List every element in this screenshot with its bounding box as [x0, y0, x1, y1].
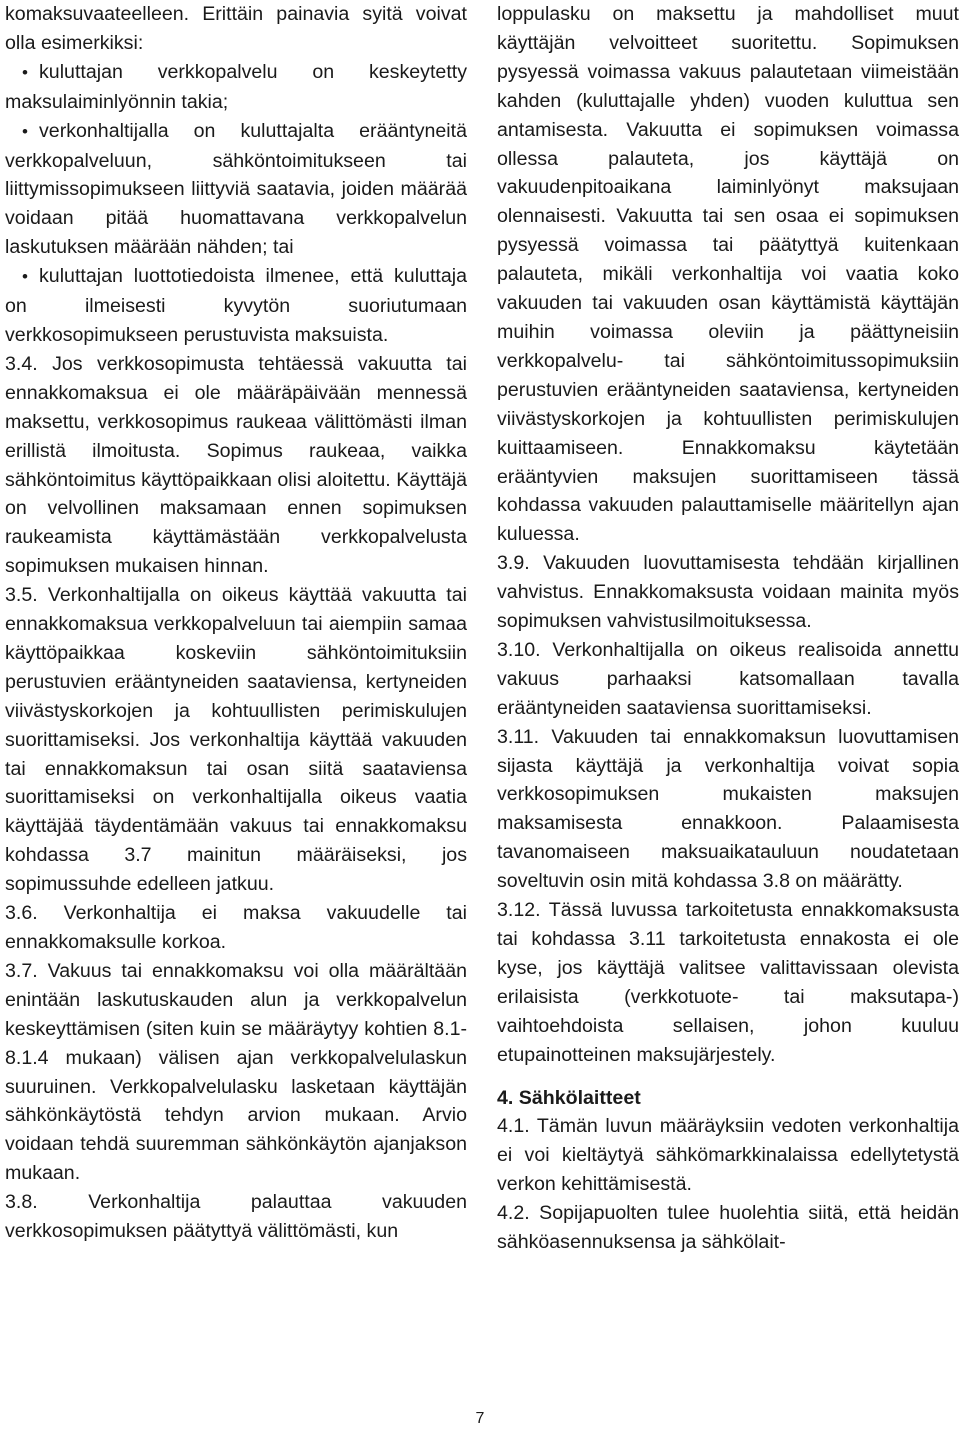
section-3-12: 3.12. Tässä luvussa tarkoitetusta ennakkomaksusta tai kohdassa 3.11 tarkoitetusta ennakosta ei ole kyse, jos käyttäjä valitsee valittavissaan olevista erilaisista (verkkotuote- tai maksutapa-) vaihtoehdoista sellaisen, johon kuuluu etupainotteinen maksujärjestely.: [497, 899, 959, 1066]
section-3-10: 3.10. Verkonhaltijalla on oikeus realisoida annettu vakuus parhaaksi katsomallaan tavalla erääntyneiden saataviensa suorittamiseksi.: [497, 638, 959, 719]
right-column: [497, 0, 959, 1257]
paragraph-intro: komaksuvaateelleen. Erittäin painavia syitä voivat olla esimerkiksi:: [5, 3, 467, 54]
section-heading-4: 4. Sähkölaitteet: [497, 1086, 641, 1109]
section-3-8: 3.8. Verkonhaltija palauttaa vakuuden verkkosopimuksen päätyttyä välittömästi, kun: [5, 1191, 467, 1243]
bullet-item: • verkonhaltijalla on kuluttajalta erääntyneitä verkkopalveluun, sähköntoimitukseen tai liittymissopimukseen liittyviä saatavia, joiden määrää voidaan pitää huomattavana verkkopalvelun laskutuksen määrään nähden; tai: [5, 117, 467, 263]
section-3-6: 3.6. Verkonhaltija ei maksa vakuudelle tai ennakkomaksulle korkoa.: [5, 902, 467, 953]
section-3-5: 3.5. Verkonhaltijalla on oikeus käyttää vakuutta tai ennakkomaksua verkkopalveluun tai aiempiin samaa käyttöpaikkaa koskeviin sähköntoimituksiin perustuvien erääntyneiden saataviensa, kertyneiden viivästyskorkojen ja kohtuullisten perimiskulujen suorittamiseksi. Jos verkonhaltija käyttää vakuuden tai ennakkomaksun tai osan siitä saataviensa suorittamiseksi on verkonhaltijalla oikeus vaatia käyttäjää täydentämään vakuus tai ennakkomaksu kohdassa 3.7 mainitun määräiseksi, jos sopimussuhde edelleen jatkuu.: [5, 584, 467, 896]
section-3-11: 3.11. Vakuuden tai ennakkomaksun luovuttamisen sijasta käyttäjä ja verkonhaltija voivat sopia verkkosopimuksen mukaisten maksujen maksamisesta ennakkoon. Palaamisesta tavanomaiseen maksuaikatauluun noudatetaan soveltuvin osin mitä kohdassa 3.8 on määrätty.: [497, 725, 959, 893]
left-column: [5, 0, 467, 1246]
bullet-item: • kuluttajan verkkopalvelu on keskeytetty maksulaiminlyönnin takia;: [5, 58, 467, 117]
section-3-7: 3.7. Vakuus tai ennakkomaksu voi olla määrältään enintään laskutuskauden alun ja verkkopalvelun keskeyttämisen (siten kuin se määräytyy kohtien 8.1-8.1.4 mukaan) välisen ajan verkkopalvelulaskun suuruinen. Verkkopalvelulasku lasketaan käyttäjän sähkönkäytöstä tehdyn arvion mukaan. Arvio voidaan tehdä suuremman sähkönkäytön ajanjakson mukaan.: [5, 959, 467, 1185]
section-3-4: 3.4. Jos verkkosopimusta tehtäessä vakuutta tai ennakkomaksua ei ole määräpäivään mennessä maksettu, verkkosopimus raukeaa välittömästi ilman erillistä ilmoitusta. Sopimus raukeaa, vaikka sähköntoimitus käyttöpaikkaan olisi aloitettu. Käyttäjä on velvollinen maksamaan ennen sopimuksen raukeamista käyttämästään verkkopalvelusta sopimuksen mukaisen hinnan.: [5, 352, 467, 578]
section-3-9: 3.9. Vakuuden luovuttamisesta tehdään kirjallinen vahvistus. Ennakkomaksusta voidaan mainita myös sopimuksen vahvistusilmoituksessa.: [497, 552, 959, 633]
paragraph-continued: loppulasku on maksettu ja mahdolliset muut käyttäjän velvoitteet suoritettu. Sopimuksen pysyessä voimassa vakuus palautetaan viimeistään kahden (kuluttajalle yhden) vuoden kuluttua sen antamisesta. Vakuutta ei sopimuksen voimassa ollessa palauteta, jos käyttäjä on vakuudenpitoaikana laiminlyönyt maksujaan olennaisesti. Vakuutta tai sen osaa ei sopimuksen pysyessä voimassa tai päätyttyä kuitenkaan palauteta, mikäli verkonhaltija voi vaatia koko vakuuden tai vakuuden osan käyttämistä käyttäjän muihin voimassa oleviin ja päättyneisiin verkkopalvelu- tai sähköntoimitussopimuksiin perustuvien erääntyneiden saataviensa, kertyneiden viivästyskorkojen ja kohtuullisten perimiskulujen kuittaamiseen. Ennakkomaksu käytetään erääntyvien maksujen suorittamiseen tässä kohdassa vakuuden palauttamiselle määritellyn ajan kuluessa.: [497, 3, 959, 546]
section-4-1: 4.1. Tämän luvun määräyksiin vedoten verkonhaltija ei voi kieltäytyä sähkömarkkinalaissa edellytetystä verkon kehittämisestä.: [497, 1115, 959, 1196]
section-4-2: 4.2. Sopijapuolten tulee huolehtia siitä, että heidän sähköasennuksensa ja sähkölait-: [497, 1202, 959, 1254]
bullet-item: • kuluttajan luottotiedoista ilmenee, että kuluttaja on ilmeisesti kyvytön suoriutumaan verkkosopimukseen perustuvista maksuista.: [5, 262, 467, 350]
page-number: 7: [475, 1410, 485, 1427]
